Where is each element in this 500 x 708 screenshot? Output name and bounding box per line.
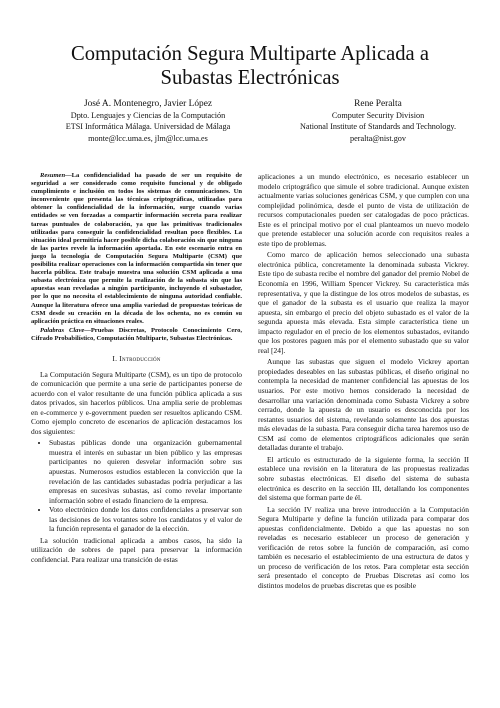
- paragraph: Como marco de aplicación hemos seleccionado una subasta electrónica pública, concretamente la denominada subasta Vickrey. Este tipo de subasta recibe el nombre del ganador del premio Nobel de Economía en 1996, William Spencer Vickrey. Su característica más representativa, y que la distingue de los otros modelos de subastas, es que el ganador de la subasta es el usuario que realiza la mayor apuesta, sin embargo el precio del objeto subastado es el valor de la segunda apuesta más elevada. Esta simple característica tiene un impacto regulador en el precio de los elementos subastados, evitando que los postores paguen más por el elemento subastado que su valor real [24].: [258, 250, 469, 355]
- paragraph: La Computación Segura Multiparte (CSM), es un tipo de protocolo de comunicación que permite a una serie de participantes ponerse de acuerdo con el valor resultante de una función pública aplicada a sus datos privados, sin hacerlos públicos. Una amplia serie de problemas en e-commerce y e-government pueden ser resueltos aplicando CSM. Como ejemplo concreto de escenarios de aplicación destacamos los dos siguientes:: [31, 369, 242, 436]
- author-email: peralta@nist.gov: [350, 133, 406, 143]
- author-affiliation: Dpto. Lenguajes y Ciencias de la Computación: [70, 111, 226, 120]
- keywords-text: —Pruebas Discretas, Protocolo Conocimiento Cero, Cifrado Probabilístico, Computación Multiparte, Subastas Electrónicas.: [31, 326, 242, 342]
- list-item: • Subastas públicas donde una organización gubernamental muestra el interés en subastar un bien público y las empresas participantes no quieren desvelar información sobre sus apuestas. Numerosos estudios establecen la convicción que la revelación de las cantidades subastadas podría perjudicar a las empresas en sucesivas subastas, así como revelar importante información sobre el estado financiero de la empresa.: [49, 438, 242, 505]
- author-names: Rene Peralta: [354, 99, 402, 109]
- left-column: [31, 172, 242, 564]
- keywords: [31, 327, 242, 343]
- paragraph: El artículo es estructurado de la siguiente forma, la sección II establece una revisión en la literatura de las propuestas realizadas sobre subastas electrónicas. El diseño del sistema de subasta electrónica es descrito en la sección III, detallando los componentes del sistema que forman parte de él.: [258, 454, 469, 503]
- title-line-2: Subastas Electrónicas: [160, 67, 340, 89]
- paragraph: aplicaciones a un mundo electrónico, es necesario establecer un modelo criptográfico que simule el sobre tradicional. Aunque existen actualmente varias soluciones genéricas CSM, y que cumplen con una complejidad polinómica, desde el punto de vista de utilización de recursos computacionales pueden ser catalogadas de poco prácticas. Este es el principal motivo por el cual planteamos un nuevo modelo que pretende establecer una solución acorde con requisitos reales a este tipo de problemas.: [258, 172, 469, 248]
- paragraph: La solución tradicional aplicada a ambos casos, ha sido la utilización de sobres de papel para preservar la información confidencial. Para realizar una transición de estas: [31, 535, 242, 564]
- abstract-text: —La confidencialidad ha pasado de ser un requisito de seguridad a ser considerado como requisito funcional y de obligado cumplimiento e inclusión en todos los sistemas de comunicaciones. Un inconveniente que presenta las técnicas criptográficas, utilizadas para obtener la confidencialidad de la información, surge cuando varias entidades se ven forzadas a compartir información secreta para realizar tareas puntuales de colaboración, ya que las primitivas tradicionales utilizadas para conseguir la confidencialidad resultan poco flexibles. La situación ideal permitiría hacer posible dicha colaboración sin que ninguna de las partes revele la información aportada. En este escenario entra en juego la tecnología de Computación Segura Multiparte (CSM) que posibilita realizar operaciones con la información compartida sin tener que hacerla pública. Este trabajo muestra una solución CSM aplicada a una subasta electrónica que permite la realización de la subasta sin que las apuestas sean reveladas a ningún participante, incluyendo el subastador, por lo que no necesita el establecimiento de ninguna autoridad confiable. Aunque la literatura ofrece una amplia variedad de propuestas teóricas de CSM desde su creación en la década de los ochenta, no es común su aplicación práctica en situaciones reales.: [31, 172, 242, 325]
- section-number: I.: [112, 353, 118, 363]
- paragraph: Aunque las subastas que siguen el modelo Vickrey aportan propiedades deseables en las subastas públicas, el diseño original no contempla la necesidad de mantener confidencial las apuestas de los usuarios. Por este motivo hemos considerado la necesidad de desarrollar una variación denominada como Subasta Vickrey a sobre cerrado, donde la apuesta de un usuario es desconocida por los restantes usuarios del sistema, revelando solamente las dos apuestas más elevadas de la subasta. Para conseguir dicha tarea haremos uso de CSM así como de elementos criptográficos adicionales que serán detalladas durante el trabajo.: [258, 357, 469, 453]
- author-affiliation: ETSI Informática Málaga. Universidad de Málaga: [65, 122, 231, 132]
- section-heading: [31, 354, 242, 364]
- author-affiliation: Computer Security Division: [331, 111, 425, 120]
- author-block-uma: [28, 98, 268, 144]
- list-item: • Voto electrónico donde los datos confidenciales a preservar son las decisiones de los votantes sobre los candidatos y el valor de la función representa el ganador de la elección.: [49, 505, 242, 534]
- right-column: [258, 172, 469, 591]
- author-block-nist: [262, 98, 494, 144]
- section-title: Introducción: [119, 353, 161, 363]
- author-email: monte@lcc.uma.es, jlm@lcc.uma.es: [88, 133, 208, 143]
- bullet-list: [31, 438, 242, 533]
- author-names: José A. Montenegro, Javier López: [83, 99, 213, 109]
- author-affiliation: National Institute of Standards and Technology.: [299, 122, 457, 132]
- title-line-1: Computación Segura Multiparte Aplicada a: [70, 43, 429, 65]
- abstract: [31, 172, 242, 326]
- abstract-label: Resumen: [40, 172, 66, 179]
- paragraph: La sección IV realiza una breve introducción a la Computación Segura Multiparte y define la función utilizada para comparar dos apuestas confidencialmente. Debido a que las apuestas no son reveladas es necesario establecer un proceso de generación y verificación de retos sobre la función de comparación, así como también es necesario el establecimiento de una estructura de datos y un proceso de verificación de los retos. Para completar esta sección será presentado el concepto de Pruebas Discretas así como los distintos modelos de pruebas discretas que es posible: [258, 504, 469, 590]
- paper-title: [40, 42, 460, 90]
- keywords-label: Palabras Clave: [40, 326, 85, 334]
